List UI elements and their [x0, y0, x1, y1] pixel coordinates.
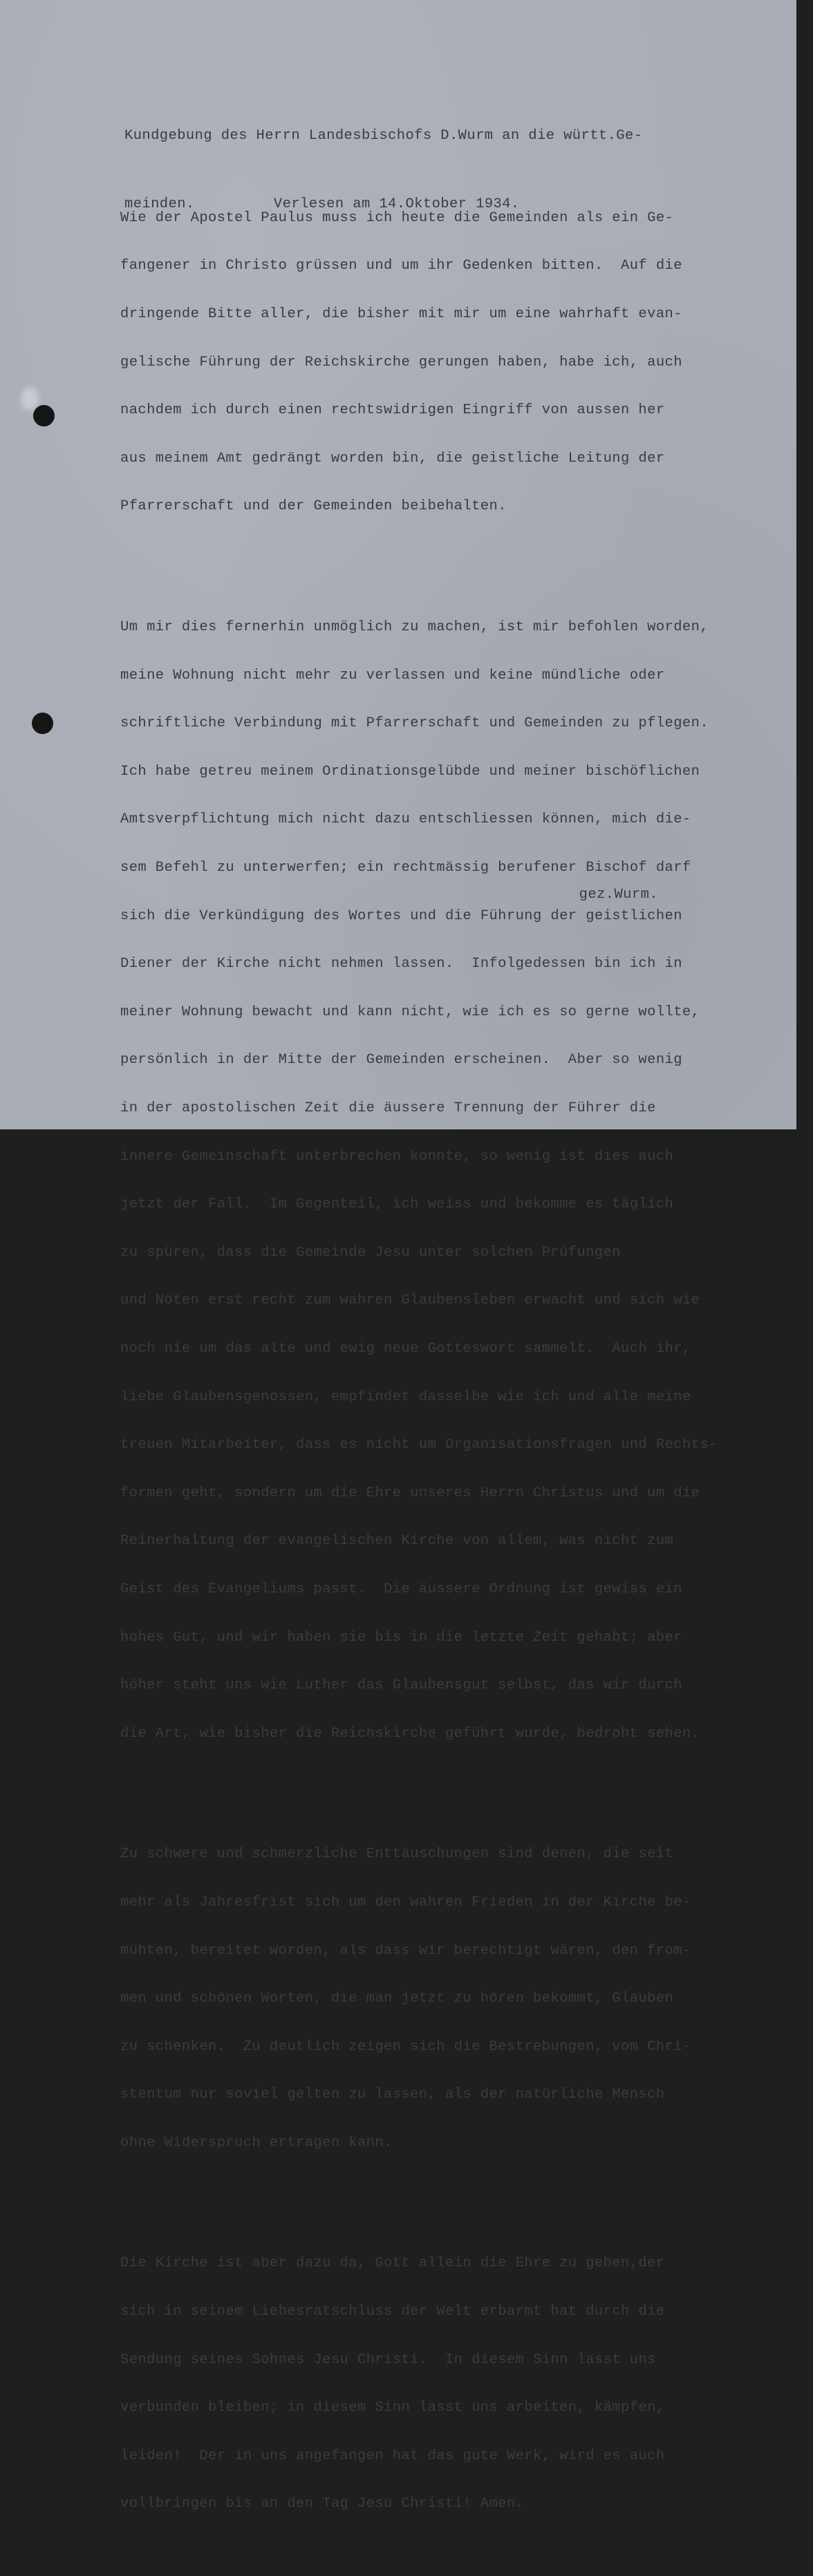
signature: gez.Wurm. [579, 887, 658, 903]
punch-hole-bottom [32, 713, 53, 734]
text-line: mehr als Jahresfrist sich um den wahren Frieden in der Kirche be- [120, 1894, 691, 1910]
text-line: fangener in Christo grüssen und um ihr Gedenken bitten. Auf die [120, 258, 682, 274]
text-line: vollbringen bis an den Tag Jesu Christi! Amen. [120, 2496, 525, 2512]
text-line: Um mir dies fernerhin unmöglich zu machen, ist mir befohlen worden, [120, 619, 709, 635]
text-line: leiden! Der in uns angefangen hat das gute Werk, wird es auch [120, 2447, 665, 2464]
text-line: stentum nur soviel gelten zu lassen, als der natürliche Mensch [120, 2087, 665, 2103]
text-line: Geist des Evangeliums passt. Die äussere Ordnung ist gewiss ein [120, 1581, 682, 1598]
paragraph-2 [120, 587, 718, 1774]
text-line: sich die Verkündigung des Wortes und die Führung der geistlichen [120, 908, 682, 924]
heading-line: Kundgebung des Herrn Landesbischofs D.Wurm an die württ.Ge- [124, 128, 643, 144]
paragraph-3 [120, 1814, 718, 2183]
text-line: zu schenken. Zu deutlich zeigen sich die Bestrebungen, vom Chri- [120, 2038, 691, 2055]
text-line: Ich habe getreu meinem Ordinationsgelübde und meiner bischöflichen [120, 763, 700, 780]
text-line: aus meinem Amt gedrängt worden bin, die geistliche Leitung der [120, 450, 665, 467]
text-line: liebe Glaubensgenossen, empfindet dasselbe wie ich und alle meine [120, 1389, 691, 1405]
text-line: in der apostolischen Zeit die äussere Trennung der Führer die [120, 1100, 656, 1116]
text-line: men und schönen Worten, die man jetzt zu hören bekommt, Glauben [120, 1991, 674, 2007]
text-line: Amtsverpflichtung mich nicht dazu entschliessen können, mich die- [120, 811, 691, 828]
text-line: und Nöten erst recht zum wahren Glaubensleben erwacht und sich wie [120, 1292, 700, 1309]
text-line: meine Wohnung nicht mehr zu verlassen und keine mündliche oder [120, 667, 665, 684]
text-line: mühten, bereitet worden, als dass wir berechtigt wären, den from- [120, 1942, 691, 1959]
text-line: formen geht, sondern um die Ehre unseres Herrn Christus und um die [120, 1485, 700, 1501]
text-line: sem Befehl zu unterwerfen; ein rechtmässig berufener Bischof darf [120, 859, 691, 876]
text-line: Reinerhaltung der evangelischen Kirche von allem, was nicht zum [120, 1533, 674, 1550]
text-line: Sendung seines Sohnes Jesu Christi. In diesem Sinn lasst uns [120, 2351, 656, 2368]
paragraph-4 [120, 2224, 718, 2544]
paper-glare [21, 387, 39, 411]
punch-hole-top [33, 405, 55, 426]
heading-line: meinden. Verlesen am 14.Oktober 1934. [124, 196, 520, 212]
text-line: noch nie um das alte und ewig neue Gotteswort sammelt. Auch ihr, [120, 1341, 691, 1357]
text-line: sich in seinem Liebesratschluss der Welt erbarmt hat durch die [120, 2304, 665, 2320]
text-line: Diener der Kirche nicht nehmen lassen. Infolgedessen bin ich in [120, 956, 682, 972]
text-line: Wie der Apostel Paulus muss ich heute die Gemeinden als ein Ge- [120, 209, 674, 226]
text-line: Die Kirche ist aber dazu da, Gott allein die Ehre zu geben,der [120, 2255, 665, 2272]
text-line: meiner Wohnung bewacht und kann nicht, wie ich es so gerne wollte, [120, 1004, 700, 1020]
text-line: zu spüren, dass die Gemeinde Jesu unter solchen Prüfungen [120, 1244, 622, 1261]
text-line: gelische Führung der Reichskirche gerungen haben, habe ich, auch [120, 354, 682, 370]
paragraph-1 [120, 178, 718, 547]
text-line: hohes Gut, und wir haben sie bis in die letzte Zeit gehabt; aber [120, 1629, 682, 1646]
text-line: verbunden bleiben; in diesem Sinn lasst uns arbeiten, kämpfen, [120, 2400, 665, 2416]
text-line: persönlich in der Mitte der Gemeinden erscheinen. Aber so wenig [120, 1052, 682, 1069]
text-line: schriftliche Verbindung mit Pfarrerschaft und Gemeinden zu pflegen. [120, 715, 709, 732]
text-line: jetzt der Fall. Im Gegenteil, ich weiss und bekomme es täglich [120, 1196, 674, 1213]
text-line: Zu schwere und schmerzliche Enttäuschungen sind denen, die seit [120, 1846, 674, 1863]
text-line: innere Gemeinschaft unterbrechen konnte, so wenig ist dies auch [120, 1148, 674, 1165]
document-body [120, 146, 718, 2576]
text-line: nachdem ich durch einen rechtswidrigen Eingriff von aussen her [120, 402, 665, 419]
text-line: ohne Widerspruch ertragen kann. [120, 2134, 393, 2151]
text-line: dringende Bitte aller, die bisher mit mir um eine wahrhaft evan- [120, 306, 682, 323]
text-line: Pfarrerschaft und der Gemeinden beibehalten. [120, 498, 507, 515]
text-line: die Art, wie bisher die Reichskirche geführt wurde, bedroht sehen. [120, 1725, 700, 1742]
text-line: treuen Mitarbeiter, dass es nicht um Organisationsfragen und Rechts- [120, 1437, 718, 1454]
text-line: höher steht uns wie Luther das Glaubensgut selbst, das wir durch [120, 1677, 682, 1694]
